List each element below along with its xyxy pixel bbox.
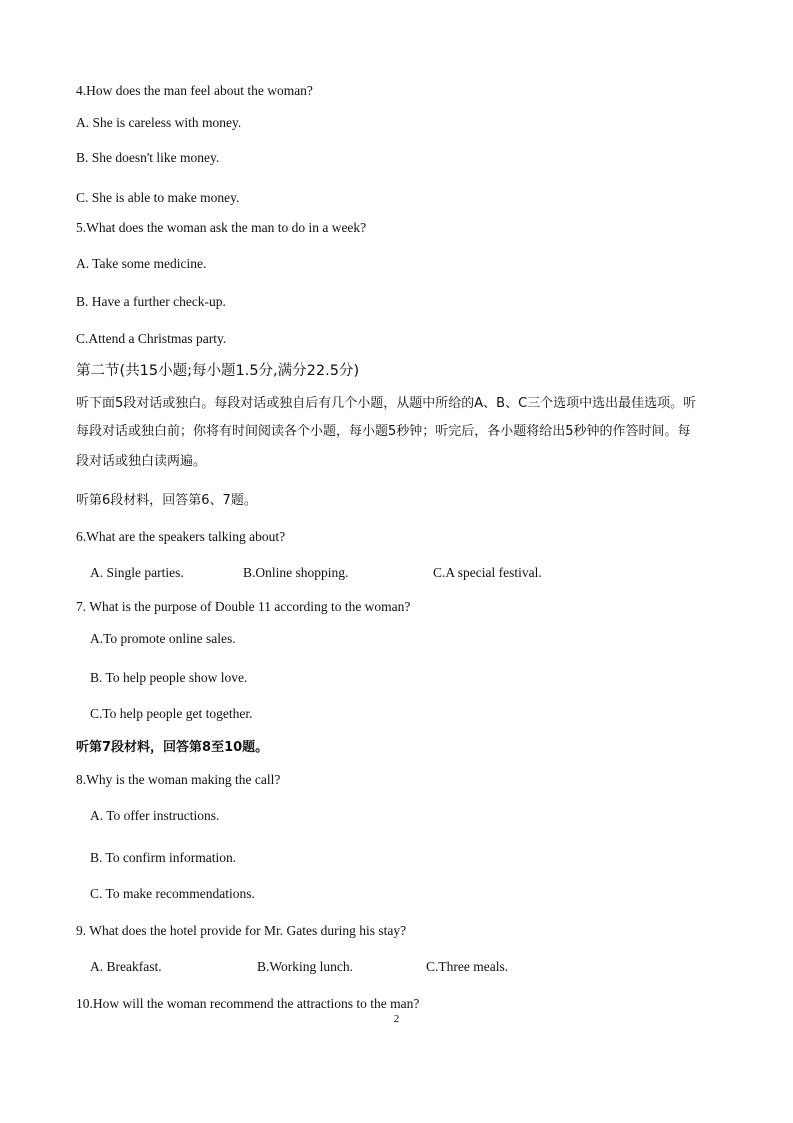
q5-option-c: C.Attend a Christmas party. (76, 331, 227, 346)
q6-option-c: C.A special festival. (433, 565, 542, 580)
q9-option-c: C.Three meals. (426, 959, 509, 974)
q7-option-b: B. To help people show love. (90, 670, 248, 685)
page-number: 2 (393, 1013, 400, 1025)
q6-question: 6.What are the speakers talking about? (76, 529, 286, 544)
q4-option-b: B. She doesn't like money. (76, 150, 220, 165)
material6-heading: 听第6段材料，回答第6、7题。 (76, 493, 257, 508)
section2-heading: 第二节(共15小题;每小题1.5分,满分22.5分) (76, 363, 360, 379)
q10-question: 10.How will the woman recommend the attractions to the man? (76, 996, 420, 1011)
q4-option-a: A. She is careless with money. (76, 115, 242, 130)
q9-option-a: A. Breakfast. (90, 959, 162, 974)
q5-question: 5.What does the woman ask the man to do in a week? (76, 220, 367, 235)
q7-option-c: C.To help people get together. (90, 706, 253, 721)
material7-heading: 听第7段材料，回答第8至10题。 (76, 740, 269, 755)
q6-option-b: B.Online shopping. (243, 565, 349, 580)
q8-question: 8.Why is the woman making the call? (76, 772, 281, 787)
q7-option-a: A.To promote online sales. (90, 631, 236, 646)
q4-question: 4.How does the man feel about the woman? (76, 83, 313, 98)
q5-option-a: A. Take some medicine. (76, 256, 207, 271)
q7-question: 7. What is the purpose of Double 11 according to the woman? (76, 599, 411, 614)
section2-instruction-line2: 每段对话或独白前；你将有时间阅读各个小题，每小题5秒钟；听完后，各小题将给出5秒钟的作答时间。每 (76, 424, 691, 439)
q8-option-c: C. To make recommendations. (90, 886, 255, 901)
q4-option-c: C. She is able to make money. (76, 190, 240, 205)
section2-instruction-line3: 段对话或独白读两遍。 (76, 454, 207, 469)
q5-option-b: B. Have a further check-up. (76, 294, 226, 309)
q6-option-a: A. Single parties. (90, 565, 184, 580)
q8-option-a: A. To offer instructions. (90, 808, 220, 823)
q9-option-b: B.Working lunch. (257, 959, 354, 974)
q8-option-b: B. To confirm information. (90, 850, 237, 865)
section2-instruction-line1: 听下面5段对话或独白。每段对话或独自后有几个小题，从题中所给的A、B、C三个选项中选出最佳选项。听 (76, 396, 697, 411)
q9-question: 9. What does the hotel provide for Mr. Gates during his stay? (76, 923, 407, 938)
